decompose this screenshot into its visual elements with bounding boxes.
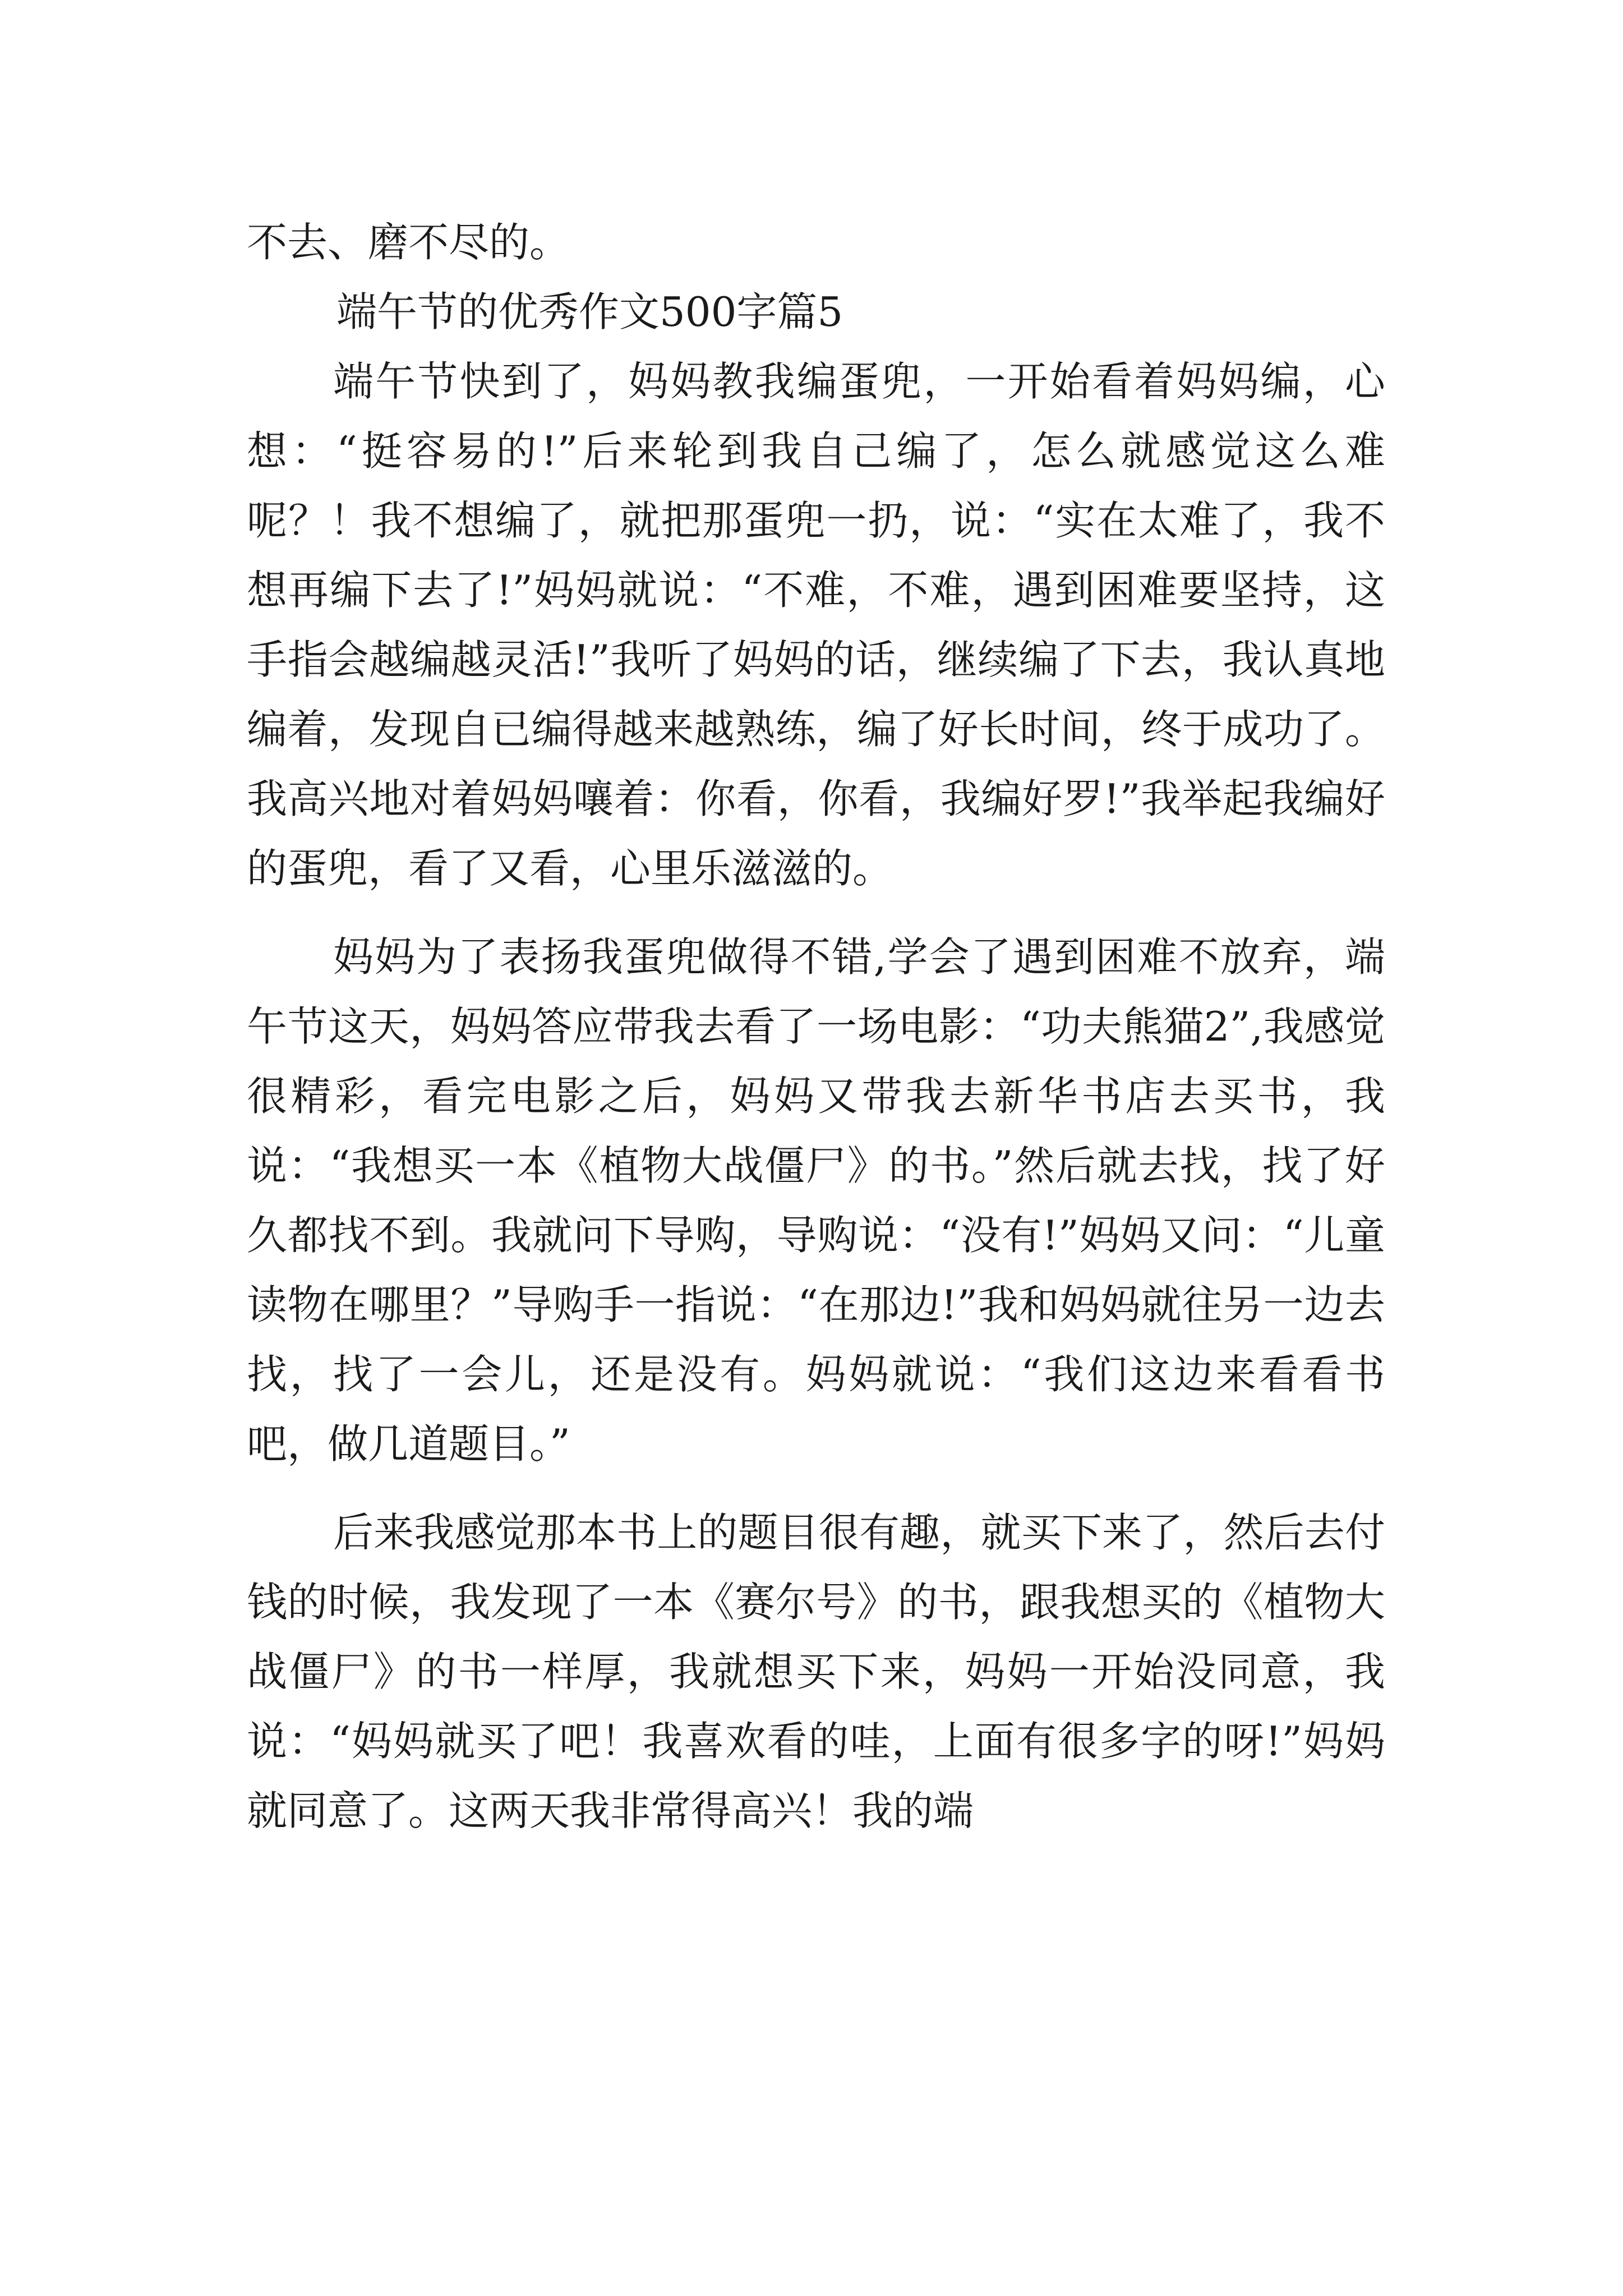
lead-in-line: 不去、磨不尽的。 xyxy=(247,219,570,266)
paragraph-1: 端午节快到了，妈妈教我编蛋兜，一开始看着妈妈编，心想：“挺容易的!”后来轮到我自己编了，怎么就感觉这么难呢？！我不想编了，就把那蛋兜一扔，说：“实在太难了，我不想再编下去了!”妈妈就说：“不难，不难，遇到困难要坚持，这手指会越编越灵活!”我听了妈妈的话，继续编了下去，我认真地编着，发现自已编得越来越熟练，编了好长时间，终于成功了。我高兴地对着妈妈嚷着：你看，你看，我编好罗!”我举起我编好的蛋兜，看了又看，心里乐滋滋的。 xyxy=(247,358,1385,892)
paragraph-2: 妈妈为了表扬我蛋兜做得不错,学会了遇到困难不放弃，端午节这天，妈妈答应带我去看了一场电影：“功夫熊猫2”,我感觉很精彩，看完电影之后，妈妈又带我去新华书店去买书，我说：“我想买一本《植物大战僵尸》的书。”然后就去找，找了好久都找不到。我就问下导购，导购说：“没有!”妈妈又问：“儿童读物在哪里？”导购手一指说：“在那边!”我和妈妈就往另一边去找，找了一会儿，还是没有。妈妈就说：“我们这边来看看书吧，做几道题目。” xyxy=(247,933,1385,1467)
section-title: 端午节的优秀作文500字篇5 xyxy=(336,288,843,335)
paragraph-3: 后来我感觉那本书上的题目很有趣，就买下来了，然后去付钱的时候，我发现了一本《赛尔号》的书，跟我想买的《植物大战僵尸》的书一样厚，我就想买下来，妈妈一开始没同意，我说：“妈妈就买了吧！我喜欢看的哇，上面有很多字的呀!”妈妈就同意了。这两天我非常得高兴！我的端 xyxy=(247,1509,1385,1834)
document-body xyxy=(247,208,1385,1846)
